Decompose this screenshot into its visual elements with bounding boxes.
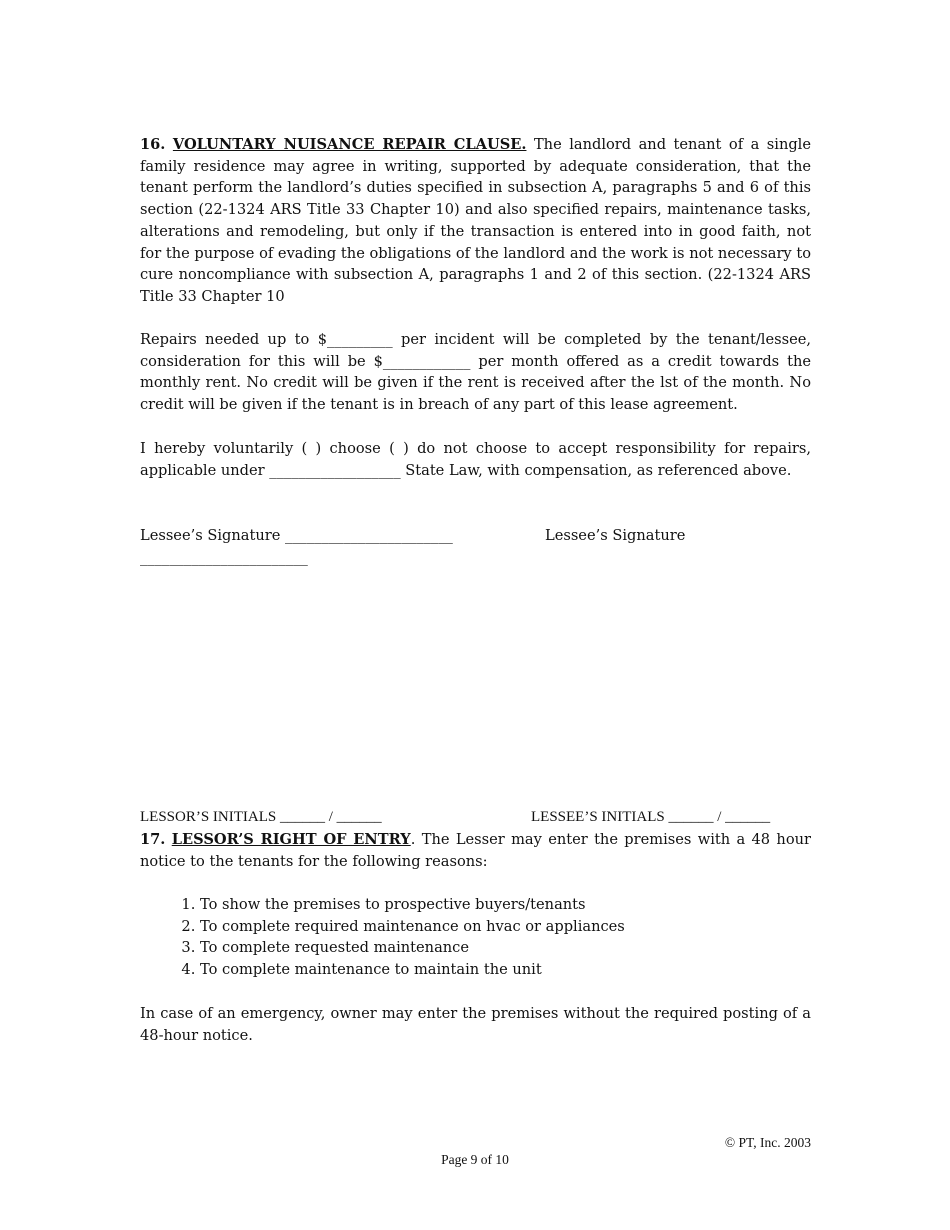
lessor-initials: LESSOR’S INITIALS ______ / ______ [140, 809, 382, 825]
list-item: 4. To complete maintenance to maintain the unit [200, 959, 811, 981]
section-16-number: 16. [140, 136, 166, 153]
page-number: Page 9 of 10 [441, 1152, 509, 1167]
list-item: 2. To complete required maintenance on hvac or appliances [200, 916, 811, 938]
emergency-block [140, 1003, 811, 1046]
repairs-paragraph: Repairs needed up to $_________ per incident will be completed by the tenant/lessee, consideration for this will be $____________ per month offered as a credit towards the monthly rent. No credit will be given if the rent is received after the lst of the month. No credit will be given if the tenant is in breach of any part of this lease agreement. [140, 331, 811, 414]
lessee-signature-2: Lessee’s Signature [545, 527, 686, 544]
section-17-heading: LESSOR’S RIGHT OF ENTRY [171, 831, 411, 848]
lessee-signature-1: Lessee’s Signature _______________________ [140, 527, 453, 544]
section-17-number: 17. [140, 831, 166, 848]
copyright: © PT, Inc. 2003 [724, 1135, 811, 1150]
signature-block [140, 525, 811, 568]
section-16-paragraph [140, 134, 811, 308]
reasons-list [140, 894, 811, 981]
section-16 [140, 134, 811, 308]
choose-block [140, 438, 811, 481]
section-16-body: The landlord and tenant of a single family residence may agree in writing, supported by adequate consideration, that the tenant perform the landlord’s duties specified in subsection A, paragraphs 5 and 6 of this section (22-1324 ARS Title 33 Chapter 10) and also specified repairs, maintenance tasks, alterations and remodeling, but only if the transaction is entered into in good faith, not for the purpose of evading the obligations of the landlord and the work is not necessary to cure noncompliance with subsection A, paragraphs 1 and 2 of this section. (22-1324 ARS Title 33 Chapter 10 [140, 136, 811, 305]
emergency-paragraph: In case of an emergency, owner may enter the premises without the required posting of a 48-hour notice. [140, 1005, 811, 1044]
choose-paragraph: I hereby voluntarily ( ) choose ( ) do not choose to accept responsibility for repairs, applicable under __________________ State Law, with compensation, as referenced above. [140, 440, 811, 479]
initials-row [140, 807, 811, 829]
lessee-initials: LESSEE’S INITIALS ______ / ______ [531, 809, 771, 825]
list-item: 1. To show the premises to prospective buyers/tenants [200, 894, 811, 916]
signature-line: _______________________ [140, 548, 308, 566]
repairs-block [140, 329, 811, 416]
list-item: 3. To complete requested maintenance [200, 937, 811, 959]
section-17 [140, 829, 811, 872]
section-17-paragraph [140, 829, 811, 872]
section-16-heading: VOLUNTARY NUISANCE REPAIR CLAUSE. [172, 136, 527, 153]
section-17-intro: . The Lesser may enter the premises with a 48 hour notice to the tenants for the following reasons: [140, 831, 811, 870]
